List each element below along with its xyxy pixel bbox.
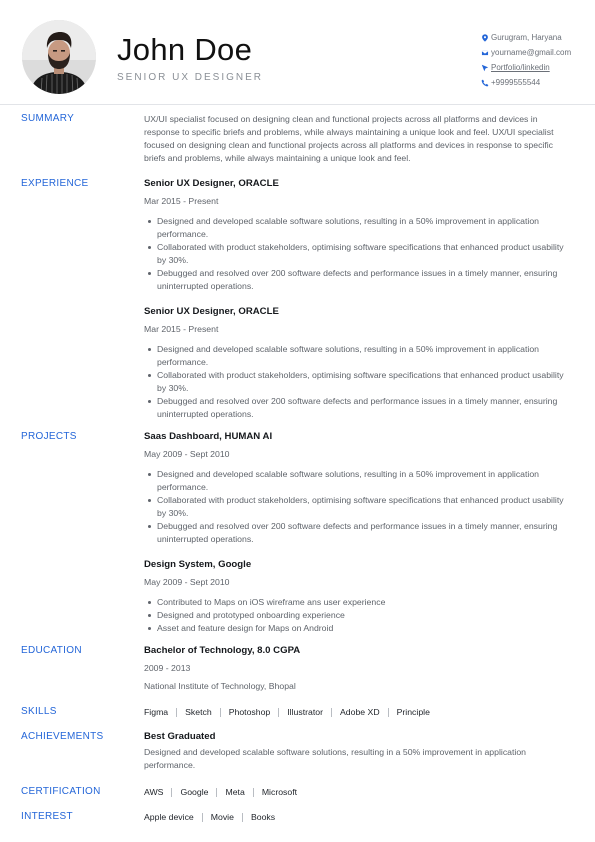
education-label: EDUCATION bbox=[21, 645, 82, 656]
separator bbox=[253, 788, 254, 797]
achievement-text: Designed and developed scalable software solutions, resulting in a 50% improvement in application performance. bbox=[144, 747, 526, 770]
achievement-title: Best Graduated bbox=[144, 731, 216, 742]
interest-item: Books bbox=[250, 812, 276, 822]
interest-label: INTEREST bbox=[21, 811, 73, 822]
certification-item: Microsoft bbox=[261, 787, 298, 797]
interest-item: Apple device bbox=[144, 812, 194, 822]
list-item: Debugged and resolved over 200 software defects and performance issues in a timely manner, ensuring uninterrupted operations. bbox=[144, 520, 574, 546]
list-item: Debugged and resolved over 200 software defects and performance issues in a timely manner, ensuring uninterrupted operations. bbox=[144, 395, 574, 421]
list-item: Designed and developed scalable software solutions, resulting in a 50% improvement in application performance. bbox=[144, 215, 574, 241]
skill-item: Adobe XD bbox=[339, 707, 380, 717]
education-date: 2009 - 2013 bbox=[144, 663, 191, 673]
list-item: Collaborated with product stakeholders, optimising software specifications that enhanced product usability by 30%. bbox=[144, 369, 574, 395]
experience-entry bbox=[144, 306, 574, 421]
projects-label: PROJECTS bbox=[21, 431, 77, 442]
skill-item: Sketch bbox=[185, 707, 212, 717]
bullet-list bbox=[144, 596, 574, 635]
entry-title: Saas Dashboard, HUMAN AI bbox=[144, 431, 273, 442]
bullet-list bbox=[144, 343, 574, 421]
summary-label: SUMMARY bbox=[21, 113, 75, 124]
list-item: Contributed to Maps on iOS wireframe ans user experience bbox=[144, 596, 574, 609]
certification-label: CERTIFICATION bbox=[21, 786, 101, 797]
contact-location bbox=[480, 30, 592, 45]
separator bbox=[202, 813, 203, 822]
separator bbox=[388, 708, 389, 717]
mail-icon bbox=[480, 48, 490, 58]
project-entry bbox=[144, 431, 574, 546]
entry-date: May 2009 - Sept 2010 bbox=[144, 577, 230, 587]
interest-list bbox=[144, 811, 574, 823]
experience-label: EXPERIENCE bbox=[21, 178, 89, 189]
list-item: Designed and prototyped onboarding experience bbox=[144, 609, 574, 622]
list-item: Designed and developed scalable software solutions, resulting in a 50% improvement in application performance. bbox=[144, 343, 574, 369]
degree-title: Bachelor of Technology, 8.0 CGPA bbox=[144, 645, 301, 656]
profile-photo-icon bbox=[22, 20, 96, 94]
entry-title: Senior UX Designer, ORACLE bbox=[144, 178, 279, 189]
skill-item: Photoshop bbox=[228, 707, 271, 717]
entry-date: Mar 2015 - Present bbox=[144, 196, 219, 206]
interest-item: Movie bbox=[210, 812, 234, 822]
entry-date: Mar 2015 - Present bbox=[144, 324, 219, 334]
portfolio-link[interactable]: Portfolio/linkedin bbox=[491, 63, 550, 72]
list-item: Collaborated with product stakeholders, optimising software specifications that enhanced product usability by 30%. bbox=[144, 241, 574, 267]
contact-email[interactable] bbox=[480, 45, 592, 60]
bullet-list bbox=[144, 468, 574, 546]
bullet-list bbox=[144, 215, 574, 293]
contact-list bbox=[480, 30, 592, 90]
separator bbox=[216, 788, 217, 797]
avatar bbox=[22, 20, 96, 94]
separator bbox=[176, 708, 177, 717]
certification-item: AWS bbox=[144, 787, 164, 797]
entry-date: May 2009 - Sept 2010 bbox=[144, 449, 230, 459]
list-item: Collaborated with product stakeholders, optimising software specifications that enhanced product usability by 30%. bbox=[144, 494, 574, 520]
candidate-role: SENIOR UX DESIGNER bbox=[117, 72, 264, 83]
project-entry bbox=[144, 559, 574, 635]
achievements-label: ACHIEVEMENTS bbox=[21, 731, 104, 742]
experience-entry bbox=[144, 178, 574, 293]
certification-item: Meta bbox=[225, 787, 245, 797]
location-pin-icon bbox=[480, 33, 490, 43]
phone-icon bbox=[480, 78, 490, 88]
entry-title: Design System, Google bbox=[144, 559, 252, 570]
separator bbox=[331, 708, 332, 717]
list-item: Asset and feature design for Maps on Android bbox=[144, 622, 574, 635]
contact-location-text: Gurugram, Haryana bbox=[491, 33, 562, 42]
pointer-arrow-icon bbox=[480, 63, 490, 73]
list-item: Debugged and resolved over 200 software defects and performance issues in a timely manner, ensuring uninterrupted operations. bbox=[144, 267, 574, 293]
certification-item: Google bbox=[180, 787, 209, 797]
contact-phone-text[interactable]: +9999555544 bbox=[491, 78, 541, 87]
separator bbox=[220, 708, 221, 717]
contact-portfolio[interactable] bbox=[480, 60, 592, 75]
candidate-name: John Doe bbox=[117, 32, 253, 67]
separator bbox=[242, 813, 243, 822]
summary-text: UX/UI specialist focused on designing clean and functional projects across all platforms and devices in response to specific briefs and problems, while always maintaining a unique look and feel. UX/UI specialist focused on designing clean and functional projects across all platforms and devices in response to specific briefs and problems, while always maintaining a unique look and feel. bbox=[144, 114, 554, 163]
list-item: Designed and developed scalable software solutions, resulting in a 50% improvement in application performance. bbox=[144, 468, 574, 494]
institution-name: National Institute of Technology, Bhopal bbox=[144, 681, 296, 691]
contact-phone[interactable] bbox=[480, 75, 592, 90]
entry-title: Senior UX Designer, ORACLE bbox=[144, 306, 279, 317]
skill-item: Illustrator bbox=[287, 707, 323, 717]
separator bbox=[171, 788, 172, 797]
separator bbox=[278, 708, 279, 717]
skill-item: Principle bbox=[396, 707, 430, 717]
header-divider bbox=[0, 104, 595, 105]
skills-label: SKILLS bbox=[21, 706, 57, 717]
certification-list bbox=[144, 786, 574, 798]
skill-item: Figma bbox=[144, 707, 169, 717]
skills-list bbox=[144, 706, 574, 718]
contact-email-text[interactable]: yourname@gmail.com bbox=[491, 48, 572, 57]
resume-header bbox=[0, 0, 595, 104]
